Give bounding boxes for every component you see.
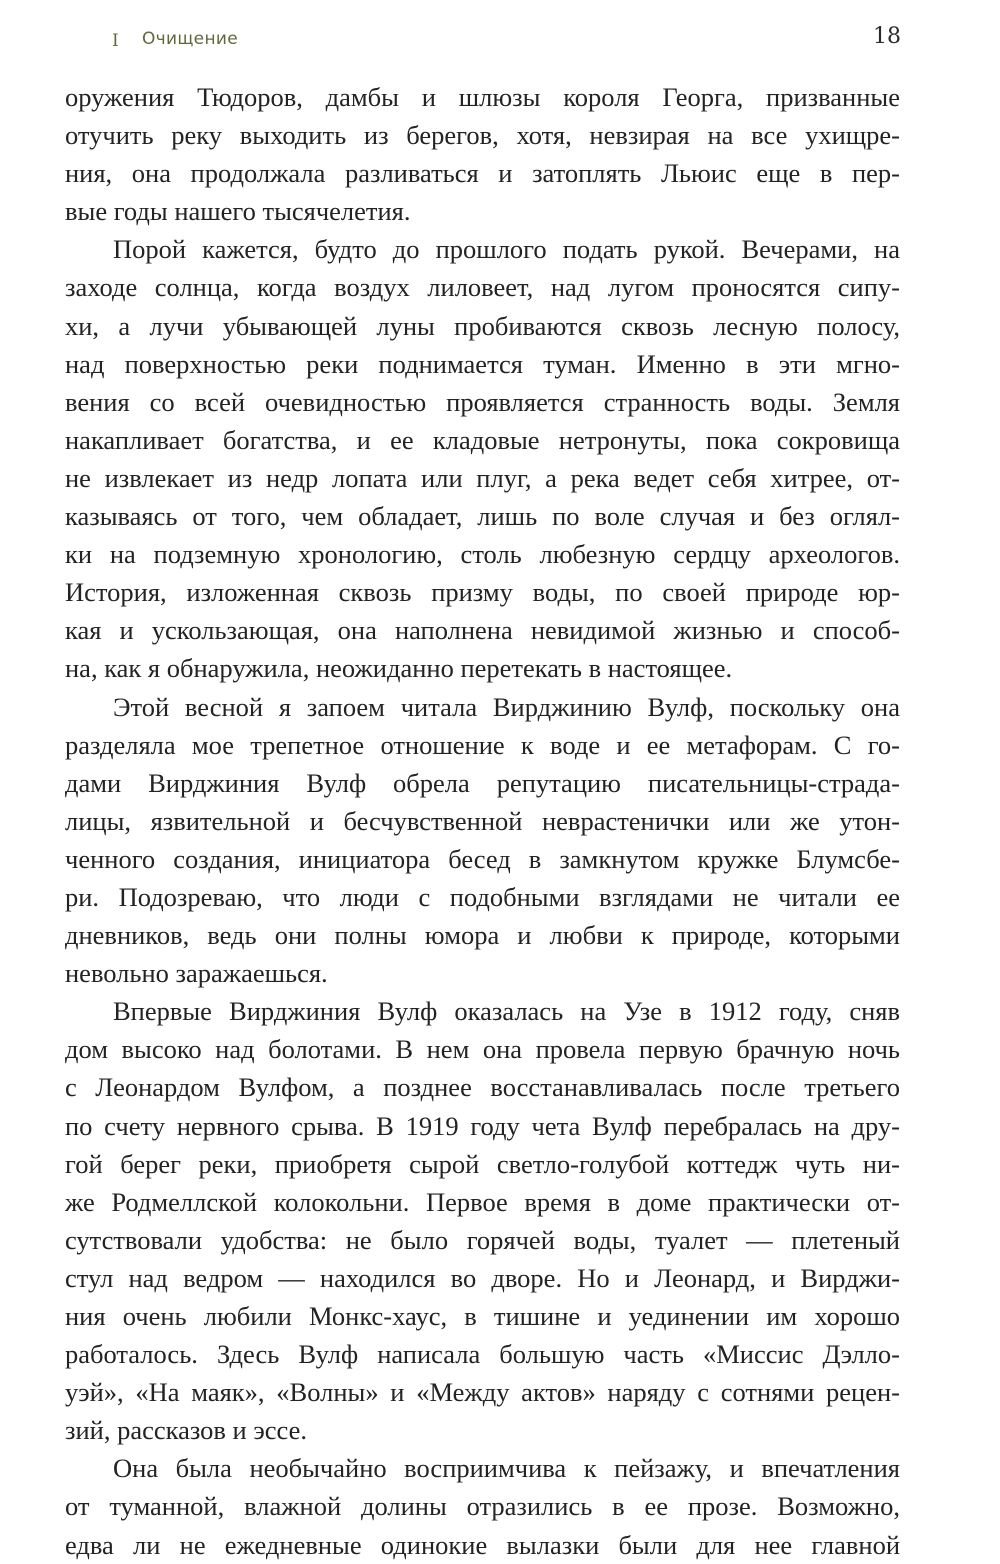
text-line: же Родмеллской колокольни. Первое время в доме практически от-: [65, 1186, 900, 1217]
page-number: 18: [873, 24, 901, 49]
text-line: ки на подземную хронологию, столь любезную сердцу археологов.: [65, 539, 900, 570]
text-line: с Леонардом Вулфом, а позднее восстанавливалась после третьего: [65, 1072, 900, 1103]
text-line: История, изложенная сквозь призму воды, по своей природе юр-: [65, 577, 900, 608]
paragraph-5: [65, 1449, 900, 1563]
text-line: невольно заражаешься.: [65, 958, 328, 989]
body-text: [65, 78, 900, 1564]
text-line: сутствовали удобства: не было горячей воды, туалет — плетеный: [65, 1224, 900, 1255]
text-line: ния очень любили Монкс-хаус, в тишине и уединении им хорошо: [65, 1301, 900, 1331]
text-line: разделяла мое трепетное отношение к воде и ее метафорам. С го-: [65, 729, 900, 760]
text-line: накапливает богатства, и ее кладовые нетронуты, пока сокровища: [65, 424, 900, 455]
text-line: Впервые Вирджиния Вулф оказалась на Узе в 1912 году, сняв: [113, 996, 900, 1027]
text-line: вения со всей очевидностью проявляется странность воды. Земля: [65, 386, 900, 417]
text-line: работалось. Здесь Вулф написала большую часть «Миссис Дэлло-: [65, 1339, 900, 1370]
text-line: хи, а лучи убывающей луны пробиваются сквозь лесную полосу,: [65, 310, 900, 341]
text-line: стул над ведром — находился во дворе. Но и Леонард, и Вирджи-: [65, 1262, 900, 1293]
text-line: зий, рассказов и эссе.: [65, 1415, 307, 1446]
text-line: едва ли не ежедневные одинокие вылазки были для нее главной: [65, 1529, 900, 1560]
text-line: лицы, язвительной и бесчувственной неврастенички или же утон-: [65, 805, 900, 836]
text-line: казываясь от того, чем обладает, лишь по воле случая и без оглял-: [65, 501, 900, 532]
running-header: [0, 24, 1000, 58]
text-line: Порой кажется, будто до прошлого подать рукой. Вечерами, на: [113, 234, 900, 265]
text-line: дом высоко над болотами. В нем она провела первую брачную ночь: [65, 1034, 900, 1065]
text-line: уэй», «На маяк», «Волны» и «Между актов» наряду с сотнями рецен-: [65, 1377, 900, 1408]
chapter-number: I: [112, 31, 119, 51]
text-line: оружения Тюдоров, дамбы и шлюзы короля Георга, призванные: [65, 82, 900, 112]
text-line: над поверхностью реки поднимается туман. Именно в эти мгно-: [65, 348, 900, 379]
text-line: ченного создания, инициатора бесед в замкнутом кружке Блумсбе-: [65, 843, 900, 874]
text-line: дневников, ведь они полны юмора и любви к природе, которыми: [65, 920, 900, 951]
chapter-title: Очищение: [142, 29, 238, 49]
text-line: по счету нервного срыва. В 1919 году чета Вулф перебралась на дру-: [65, 1110, 900, 1141]
paragraph-2: [65, 230, 900, 687]
text-line: ри. Подозреваю, что люди с подобными взглядами не читали ее: [65, 881, 900, 912]
text-line: Она была необычайно восприимчива к пейзажу, и впечатления: [113, 1453, 900, 1484]
paragraph-1: [65, 78, 900, 230]
paragraph-4: [65, 992, 900, 1449]
text-line: вые годы нашего тысячелетия.: [65, 196, 411, 227]
text-line: не извлекает из недр лопата или плуг, а река ведет себя хитрее, от-: [65, 462, 900, 493]
text-line: ния, она продолжала разливаться и затоплять Льюис еще в пер-: [65, 158, 900, 189]
text-line: Этой весной я запоем читала Вирджинию Вулф, поскольку она: [113, 691, 900, 722]
text-line: гой берег реки, приобретя сырой светло-голубой коттедж чуть ни-: [65, 1148, 900, 1179]
text-line: дами Вирджиния Вулф обрела репутацию писательницы-страда-: [65, 767, 900, 798]
text-line: кая и ускользающая, она наполнена невидимой жизнью и способ-: [65, 615, 900, 646]
text-line: заходе солнца, когда воздух лиловеет, над лугом проносятся сипу-: [65, 272, 900, 303]
text-line: от туманной, влажной долины отразились в ее прозе. Возможно,: [65, 1491, 900, 1522]
text-line: на, как я обнаружила, неожиданно перетекать в настоящее.: [65, 653, 733, 684]
text-line: отучить реку выходить из берегов, хотя, невзирая на все ухищре-: [65, 120, 900, 151]
paragraph-3: [65, 688, 900, 993]
